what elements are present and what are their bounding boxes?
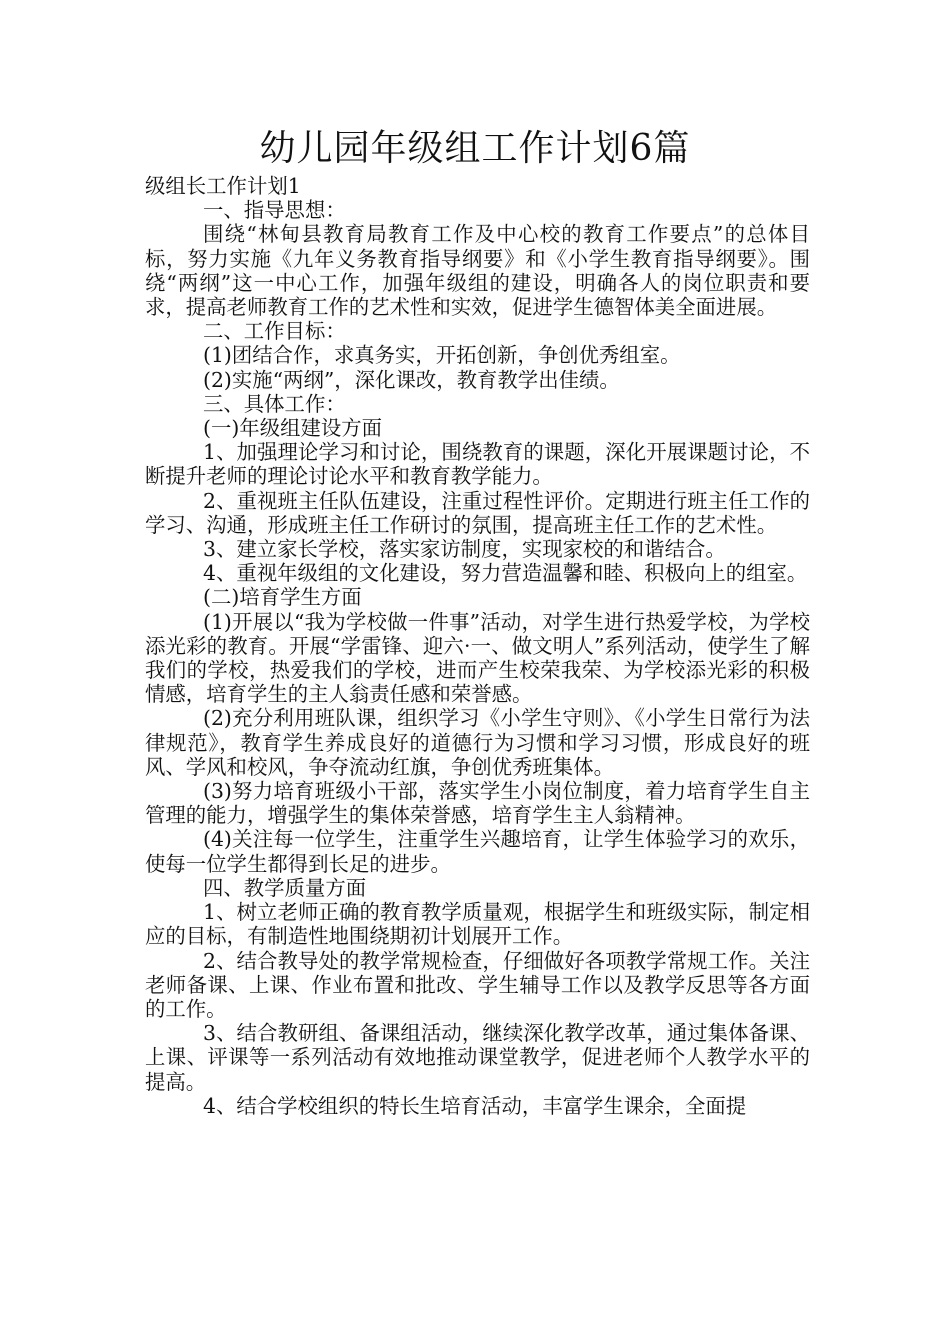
paragraph: 1、加强理论学习和讨论，围绕教育的课题，深化开展课题讨论，不断提升老师的理论讨论水平和教育教学能力。 (145, 440, 810, 489)
paragraph: 3、建立家长学校，落实家访制度，实现家校的和谐结合。 (203, 537, 726, 562)
paragraph: (1)团结合作，求真务实，开拓创新，争创优秀组室。 (203, 343, 681, 368)
paragraph: (2)充分利用班队课，组织学习《小学生守则》、《小学生日常行为法律规范》，教育学生养成良好的道德行为习惯和学习习惯，形成良好的班风、学风和校风，争夺流动红旗，争创优秀班集体。 (145, 706, 810, 779)
paragraph: 2、重视班主任队伍建设，注重过程性评价。定期进行班主任工作的学习、沟通，形成班主任工作研讨的氛围，提高班主任工作的艺术性。 (145, 488, 810, 537)
paragraph: 4、重视年级组的文化建设，努力营造温馨和睦、积极向上的组室。 (203, 561, 808, 586)
paragraph: (二)培育学生方面 (203, 585, 362, 610)
document-body (145, 174, 810, 1118)
paragraph: 3、结合教研组、备课组活动，继续深化教学改革，通过集体备课、上课、评课等一系列活动有效地推动课堂教学，促进老师个人教学水平的提高。 (145, 1021, 810, 1094)
paragraph: (1)开展以“我为学校做一件事”活动，对学生进行热爱学校，为学校添光彩的教育。开展“学雷锋、迎六·一、做文明人”系列活动，使学生了解我们的学校，热爱我们的学校，进而产生校荣我荣、为学校添光彩的积极情感，培育学生的主人翁责任感和荣誉感。 (145, 609, 810, 707)
paragraph: 一、指导思想： (203, 198, 346, 223)
paragraph: 4、结合学校组织的特长生培育活动，丰富学生课余，全面提 (203, 1093, 747, 1118)
paragraph: 四、教学质量方面 (203, 875, 367, 900)
paragraph: 2、结合教导处的教学常规检查，仔细做好各项教学常规工作。关注老师备课、上课、作业布置和批改、学生辅导工作以及教学反思等各方面的工作。 (145, 948, 810, 1021)
paragraph: 围绕“林甸县教育局教育工作及中心校的教育工作要点”的总体目标，努力实施《九年义务教育指导纲要》和《小学生教育指导纲要》。围绕“两纲”这一中心工作，加强年级组的建设，明确各人的岗位职责和要求，提高老师教育工作的艺术性和实效，促进学生德智体美全面进展。 (145, 222, 810, 320)
document-title: 幼儿园年级组工作计划6篇 (259, 128, 691, 169)
paragraph: 1、树立老师正确的教育教学质量观，根据学生和班级实际，制定相应的目标，有制造性地围绕期初计划展开工作。 (145, 900, 810, 949)
paragraph: (4)关注每一位学生，注重学生兴趣培育，让学生体验学习的欢乐，使每一位学生都得到长足的进步。 (145, 827, 810, 876)
paragraph: 二、工作目标： (203, 319, 346, 344)
paragraph: 三、具体工作： (203, 391, 346, 416)
paragraph: (2)实施“两纲”，深化课改，教育教学出佳绩。 (203, 367, 620, 392)
paragraph: (3)努力培育班级小干部，落实学生小岗位制度，着力培育学生自主管理的能力，增强学生的集体荣誉感，培育学生主人翁精神。 (145, 779, 810, 828)
paragraph: (一)年级组建设方面 (203, 416, 383, 441)
paragraph: 级组长工作计划1 (145, 174, 301, 198)
